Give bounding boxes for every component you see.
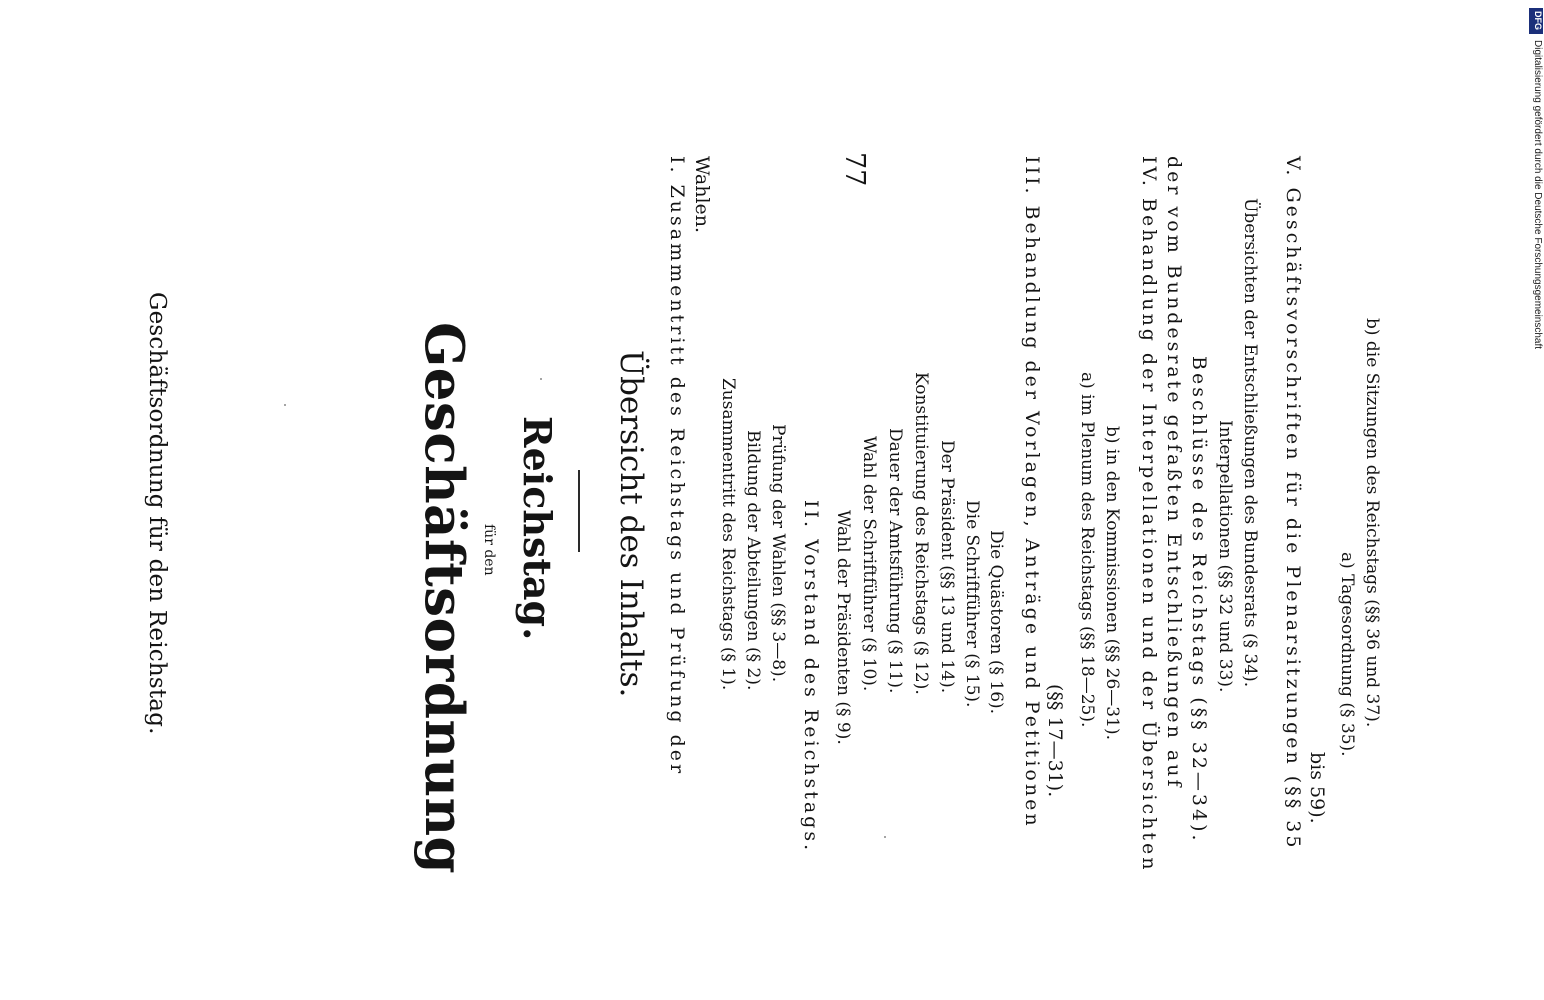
section-i-item: Bildung der Abteilungen (§ 2). <box>743 430 763 691</box>
scan-speck <box>284 404 286 406</box>
digitization-note: Digitalisierung gefördert durch die Deutsche Forschungsgemeinschaft <box>1532 40 1543 350</box>
dfg-logo <box>1529 8 1543 34</box>
section-ii-item: Wahl der Schriftführer (§ 10). <box>859 436 879 692</box>
document-title: Geschäftsordnung <box>413 322 475 875</box>
scan-speck <box>540 378 542 380</box>
section-ii-item: Die Schriftführer (§ 15). <box>962 500 982 708</box>
section-iv-title-cont: der vom Bundesrate gefaßten Entschließungen auf <box>1163 156 1185 790</box>
section-ii-item: Dauer der Amtsführung (§ 11). <box>885 428 905 694</box>
section-i-title: I. Zusammentritt des Reichstags und Prüfung der <box>666 156 688 777</box>
section-v-item: a) Tagesordnung (§ 35). <box>1337 552 1357 757</box>
section-ii-title: II. Vorstand des Reichstags. <box>800 500 822 854</box>
section-ii-item: Wahl der Präsidenten (§ 9). <box>833 510 853 745</box>
section-i-item: Prüfung der Wahlen (§§ 3—8). <box>768 424 788 683</box>
scan-speck <box>884 836 886 838</box>
section-v-title-cont: bis 59). <box>1306 752 1328 824</box>
section-ii-item: Die Quästoren (§ 16). <box>986 530 1006 715</box>
section-iv-title: IV. Behandlung der Interpellationen und der Übersichten <box>1138 156 1160 873</box>
toc-heading: Übersicht des Inhalts. <box>613 350 649 698</box>
dfg-logo-text: DFG <box>1533 11 1543 30</box>
title-reichstag: Reichstag. <box>515 416 560 641</box>
section-i-item: Zusammentritt des Reichstags (§ 1). <box>718 378 738 691</box>
section-iii-title-cont: (§§ 17—31). <box>1044 684 1066 798</box>
running-head: Geschäftsordnung für den Reichstag. <box>144 292 170 735</box>
section-iii-item: a) im Plenum des Reichstags (§§ 18—25). <box>1077 372 1097 728</box>
section-iv-item: Interpellationen (§§ 32 und 33). <box>1215 420 1235 693</box>
section-i-title-cont: Wahlen. <box>691 156 713 234</box>
section-v-title: V. Geschäftsvorschriften für die Plenarsitzungen (§§ 35 <box>1282 156 1304 851</box>
section-iii-item: b) in den Kommissionen (§§ 26—31). <box>1102 426 1122 740</box>
section-v-item: b) die Sitzungen des Reichstags (§§ 36 und 37). <box>1362 318 1382 728</box>
title-divider <box>578 470 580 552</box>
page-number: 77 <box>839 152 870 187</box>
section-ii-item: Konstituierung des Reichstags (§ 12). <box>911 372 931 695</box>
section-ii-item: Der Präsident (§§ 13 und 14). <box>937 440 957 694</box>
section-iii-title: III. Behandlung der Vorlagen, Anträge und Petitionen <box>1021 156 1043 829</box>
section-iv-item: Übersichten der Entschließungen des Bundesrats (§ 34). <box>1240 198 1260 688</box>
section-iv-title-cont: Beschlüsse des Reichstags (§§ 32—34). <box>1188 356 1210 844</box>
dfg-attribution <box>1529 8 1543 398</box>
title-connector: für den <box>481 524 497 576</box>
